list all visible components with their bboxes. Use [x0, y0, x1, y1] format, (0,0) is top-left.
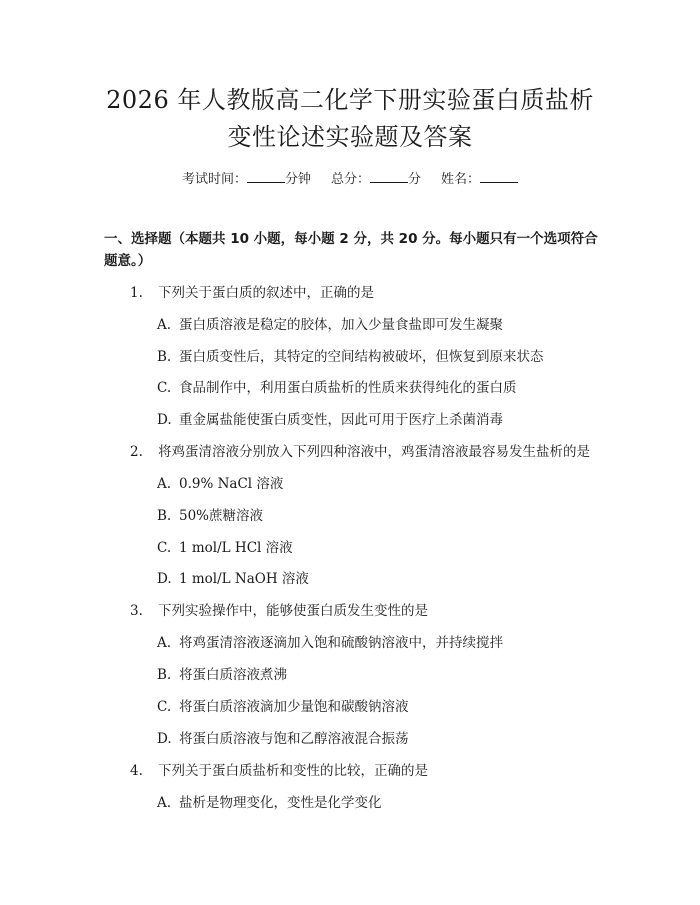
question-3 — [130, 601, 428, 621]
name-label: 姓名： — [441, 172, 481, 187]
option-text: 将蛋白质溶液煮沸 — [179, 667, 287, 683]
question-1 — [130, 283, 374, 303]
question-stem: 下列关于蛋白质的叙述中，正确的是 — [158, 285, 374, 301]
question-1-option-a[interactable] — [157, 315, 503, 335]
question-2-option-a[interactable] — [157, 474, 283, 494]
question-4 — [130, 761, 428, 781]
question-3-option-d[interactable] — [157, 729, 409, 749]
question-1-option-c[interactable] — [157, 378, 517, 398]
name-blank[interactable] — [480, 168, 518, 183]
exam-title-line-1: 2026 年人教版高二化学下册实验蛋白质盐析 — [106, 86, 594, 114]
score-unit: 分 — [408, 172, 422, 187]
question-number: 3. — [130, 603, 143, 619]
question-2-option-c[interactable] — [157, 538, 293, 558]
option-letter: B. — [157, 508, 172, 524]
option-letter: A. — [157, 635, 172, 651]
question-3-option-b[interactable] — [157, 665, 287, 685]
question-stem: 下列实验操作中，能够使蛋白质发生变性的是 — [158, 603, 428, 619]
question-stem: 将鸡蛋清溶液分别放入下列四种溶液中，鸡蛋清溶液最容易发生盐析的是 — [158, 444, 590, 460]
option-letter: C. — [157, 380, 172, 396]
option-letter: A. — [157, 476, 172, 492]
option-letter: B. — [157, 349, 172, 365]
option-text: 重金属盐能使蛋白质变性，因此可用于医疗上杀菌消毒 — [179, 412, 503, 428]
exam-title-line-2: 变性论述实验题及答案 — [227, 123, 473, 151]
score-blank[interactable] — [370, 168, 408, 183]
option-text: 蛋白质变性后，其特定的空间结构被破坏，但恢复到原来状态 — [179, 349, 544, 365]
option-text: 将鸡蛋清溶液逐滴加入饱和硫酸钠溶液中，并持续搅拌 — [179, 635, 503, 651]
exam-meta-row — [0, 168, 700, 190]
question-number: 2. — [130, 444, 143, 460]
option-text: 食品制作中，利用蛋白质盐析的性质来获得纯化的蛋白质 — [179, 380, 517, 396]
option-text: 0.9% NaCl 溶液 — [179, 476, 284, 492]
option-text: 蛋白质溶液是稳定的胶体，加入少量食盐即可发生凝聚 — [179, 317, 503, 333]
question-3-option-c[interactable] — [157, 697, 409, 717]
time-label: 考试时间： — [181, 172, 247, 187]
question-2-option-d[interactable] — [157, 569, 309, 589]
option-letter: D. — [157, 571, 172, 587]
option-text: 1 mol/L HCl 溶液 — [179, 540, 293, 556]
score-label: 总分： — [330, 172, 370, 187]
question-stem: 下列关于蛋白质盐析和变性的比较，正确的是 — [158, 763, 428, 779]
question-3-option-a[interactable] — [157, 633, 503, 653]
option-letter: C. — [157, 540, 172, 556]
option-letter: C. — [157, 699, 172, 715]
question-1-option-b[interactable] — [157, 347, 544, 367]
section-heading — [104, 228, 604, 272]
option-text: 1 mol/L NaOH 溶液 — [179, 571, 309, 587]
question-number: 4. — [130, 763, 143, 779]
option-letter: A. — [157, 317, 172, 333]
question-number: 1. — [130, 285, 143, 301]
option-letter: D. — [157, 731, 172, 747]
question-2-option-b[interactable] — [157, 506, 263, 526]
option-text: 盐析是物理变化，变性是化学变化 — [179, 795, 382, 811]
question-2 — [130, 442, 590, 462]
option-text: 将蛋白质溶液与饱和乙醇溶液混合振荡 — [179, 731, 409, 747]
time-blank[interactable] — [247, 168, 285, 183]
section-heading-line-2: 题意。） — [104, 253, 152, 269]
option-text: 50%蔗糖溶液 — [179, 508, 264, 524]
section-heading-line-1: 一、选择题（本题共 10 小题，每小题 2 分，共 20 分。每小题只有一个选项符合 — [104, 231, 598, 247]
option-text: 将蛋白质溶液滴加少量饱和碳酸钠溶液 — [179, 699, 409, 715]
option-letter: A. — [157, 795, 172, 811]
question-4-option-a[interactable] — [157, 793, 382, 813]
option-letter: D. — [157, 412, 172, 428]
time-unit: 分钟 — [284, 172, 311, 187]
option-letter: B. — [157, 667, 172, 683]
question-1-option-d[interactable] — [157, 410, 503, 430]
